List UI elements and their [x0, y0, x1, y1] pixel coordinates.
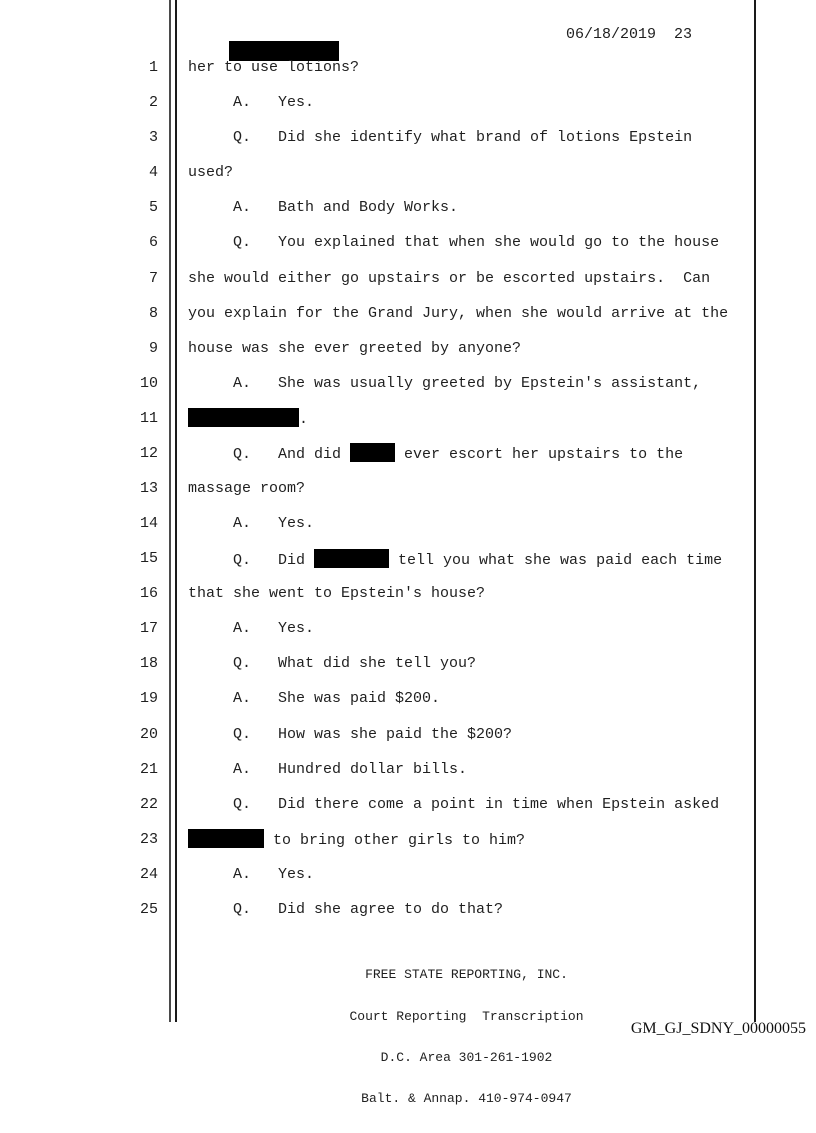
line-text: A. Yes.	[188, 515, 315, 533]
line-number: 17	[139, 620, 158, 638]
transcript-line	[0, 611, 816, 646]
line-text: A. She was paid $200.	[188, 690, 441, 708]
transcript-line	[0, 50, 816, 85]
line-text: she would either go upstairs or be escorted upstairs. Can	[188, 269, 711, 287]
line-number: 6	[148, 234, 158, 252]
transcript-line	[0, 190, 816, 225]
line-number: 1	[148, 59, 158, 77]
line-text: A. Yes.	[188, 865, 315, 883]
transcript-line	[0, 331, 816, 366]
line-number: 21	[139, 760, 158, 778]
transcript-line	[0, 120, 816, 155]
line-number: 23	[139, 830, 158, 848]
line-text: her to use lotions?	[188, 59, 360, 77]
transcript-line	[0, 646, 816, 681]
line-number: 15	[139, 550, 158, 568]
transcript-line	[0, 576, 816, 611]
transcript-line	[0, 260, 816, 295]
line-number: 2	[148, 94, 158, 112]
line-number: 4	[148, 164, 158, 182]
transcript-line	[0, 787, 816, 822]
bates-number: GM_GJ_SDNY_00000055	[630, 1020, 806, 1037]
transcript-line	[0, 822, 816, 857]
line-number: 24	[139, 865, 158, 883]
footer-phone-dc: D.C. Area 301-261-1902	[380, 1049, 553, 1065]
line-number: 3	[148, 129, 158, 147]
line-text: Q. Did tell you what she was paid each time	[188, 549, 722, 569]
line-text: A. Yes.	[188, 620, 315, 638]
transcript-line	[0, 857, 816, 892]
line-text: massage room?	[188, 479, 306, 497]
line-number: 14	[139, 515, 158, 533]
transcript-line	[0, 436, 816, 471]
line-number: 25	[139, 900, 158, 918]
transcript-line	[0, 296, 816, 331]
transcript-line	[0, 892, 816, 927]
line-number: 5	[148, 199, 158, 217]
line-number: 9	[148, 339, 158, 357]
line-number: 11	[139, 409, 158, 427]
transcript-line	[0, 401, 816, 436]
transcript-line	[0, 752, 816, 787]
transcript-line	[0, 471, 816, 506]
transcript-line	[0, 366, 816, 401]
line-text: Q. You explained that when she would go to the house	[188, 234, 720, 252]
line-text: you explain for the Grand Jury, when she would arrive at the	[188, 304, 729, 322]
line-text: used?	[188, 164, 234, 182]
header-date: 06/18/2019	[566, 26, 657, 43]
transcript-line	[0, 506, 816, 541]
line-text: Q. How was she paid the $200?	[188, 725, 513, 743]
line-number: 12	[139, 444, 158, 462]
line-number: 8	[148, 304, 158, 322]
page-header	[188, 24, 748, 46]
line-text: that she went to Epstein's house?	[188, 585, 486, 603]
line-number: 13	[139, 479, 158, 497]
transcript-line	[0, 541, 816, 576]
footer-company: FREE STATE REPORTING, INC.	[365, 967, 568, 983]
transcript-line	[0, 155, 816, 190]
line-text: A. She was usually greeted by Epstein's assistant,	[188, 374, 702, 392]
footer-services: Court Reporting Transcription	[349, 1008, 584, 1024]
line-number: 10	[139, 374, 158, 392]
footer-phone-balt: Balt. & Annap. 410-974-0947	[361, 1090, 572, 1106]
line-text: A. Yes.	[188, 94, 315, 112]
header-page-number: 23	[674, 26, 693, 43]
line-text: .	[188, 408, 308, 428]
redaction-bar	[350, 443, 395, 462]
line-text: Q. What did she tell you?	[188, 655, 477, 673]
redaction-bar	[314, 549, 389, 568]
line-text: to bring other girls to him?	[188, 829, 525, 849]
transcript-line	[0, 85, 816, 120]
line-text: A. Hundred dollar bills.	[188, 760, 468, 778]
line-number: 22	[139, 795, 158, 813]
line-text: Q. Did there come a point in time when Epstein asked	[188, 795, 720, 813]
line-text: A. Bath and Body Works.	[188, 199, 459, 217]
redaction-bar	[188, 829, 264, 848]
transcript-line	[0, 225, 816, 260]
transcript-line	[0, 716, 816, 751]
line-text: house was she ever greeted by anyone?	[188, 339, 522, 357]
line-number: 18	[139, 655, 158, 673]
line-number: 20	[139, 725, 158, 743]
line-text: Q. And did ever escort her upstairs to the	[188, 443, 683, 463]
line-number: 19	[139, 690, 158, 708]
transcript-body	[0, 50, 816, 927]
redaction-bar	[188, 408, 299, 427]
line-number: 7	[148, 269, 158, 287]
line-text: Q. Did she identify what brand of lotions Epstein	[188, 129, 693, 147]
line-number: 16	[139, 585, 158, 603]
transcript-line	[0, 681, 816, 716]
line-text: Q. Did she agree to do that?	[188, 900, 504, 918]
